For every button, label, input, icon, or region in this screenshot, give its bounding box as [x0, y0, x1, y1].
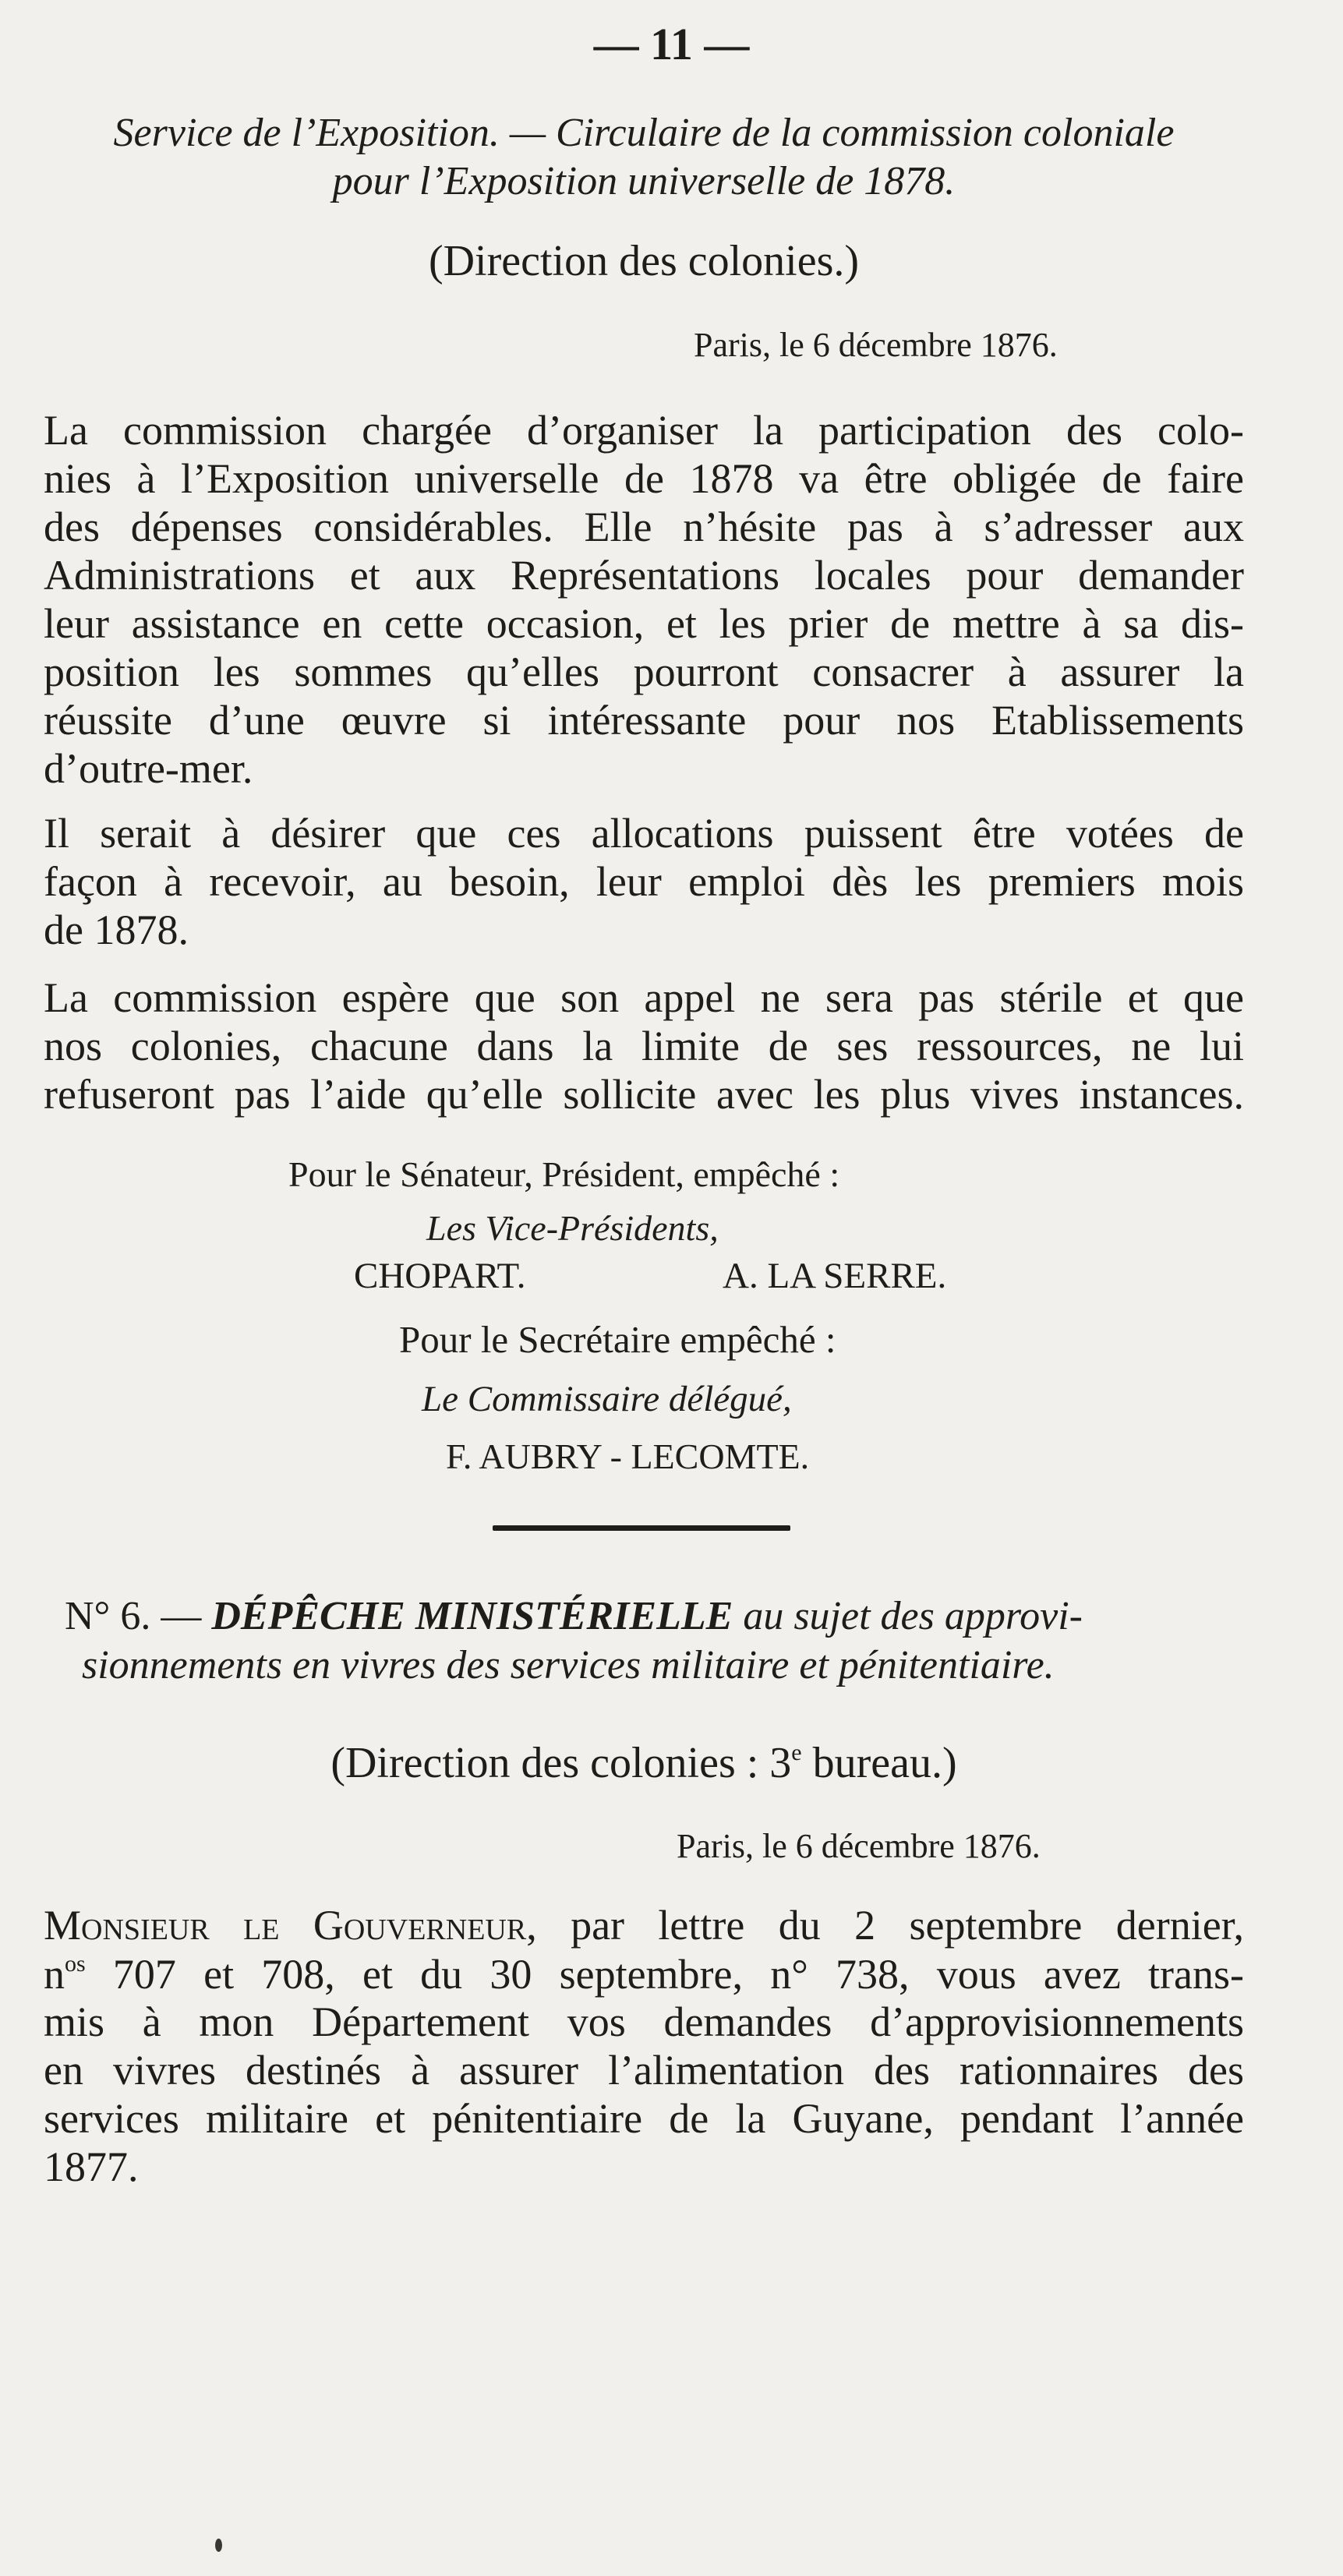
ink-mark	[215, 2539, 222, 2552]
circular-paragraph-3-line-1: La commission espère que son appel ne sera pas stérile et que	[44, 974, 1244, 1021]
dispatch-paragraph-line-6: 1877.	[44, 2143, 139, 2190]
dispatch-title-line-1	[65, 1596, 1083, 1637]
circular-paragraph-2-line-3: de 1878.	[44, 906, 189, 953]
dispatch-title-dash: —	[150, 1594, 212, 1638]
dispatch-paragraph-line-2-prefix: n	[44, 1951, 65, 1998]
dispatch-paragraph-line-5: services militaire et pénitentiaire de la Guyane, pendant l’année	[44, 2095, 1244, 2142]
dispatch-direction-suffix: bureau.)	[801, 1739, 957, 1787]
signature-vice-presidents-title: Les Vice-Présidents,	[426, 1208, 719, 1248]
dispatch-paragraph-line-3: mis à mon Département vos demandes d’approvisionnements	[44, 1998, 1244, 2045]
section-divider-rule	[493, 1525, 790, 1531]
circular-paragraph-1-line-2: nies à l’Exposition universelle de 1878 va être obligée de faire	[44, 455, 1244, 502]
dispatch-paragraph-line-2-rest: 707 et 708, et du 30 septembre, n° 738, vous avez trans-	[85, 1951, 1244, 1998]
circular-paragraph-1-line-7: réussite d’une œuvre si intéressante pour nos Etablissements	[44, 697, 1244, 744]
signature-commissioner-name: F. AUBRY - LECOMTE.	[446, 1436, 810, 1476]
circular-dateline: Paris, le 6 décembre 1876.	[694, 326, 1058, 364]
dispatch-direction-superscript: e	[791, 1740, 802, 1765]
signature-commissioner-title: Le Commissaire délégué,	[422, 1379, 792, 1419]
circular-paragraph-1-line-5: leur assistance en cette occasion, et les prier de mettre à sa dis-	[44, 600, 1244, 647]
dispatch-paragraph-line-1-rest: , par lettre du 2 septembre dernier,	[526, 1902, 1245, 1949]
circular-direction: (Direction des colonies.)	[428, 237, 860, 285]
dispatch-direction	[44, 1741, 1244, 1785]
dispatch-salutation: Monsieur le Gouverneur	[44, 1902, 527, 1949]
signature-for-secretary: Pour le Secrétaire empêché :	[399, 1318, 836, 1361]
signature-for-president: Pour le Sénateur, Président, empêché :	[288, 1154, 840, 1194]
dispatch-paragraph-line-2	[44, 1951, 1244, 1998]
dispatch-paragraph-line-1	[44, 1902, 1245, 1949]
dispatch-number: N° 6.	[65, 1594, 151, 1638]
circular-title-line-2: pour l’Exposition universelle de 1878.	[332, 159, 956, 203]
dispatch-paragraph-line-2-superscript: os	[65, 1951, 86, 1977]
circular-paragraph-1-line-3: des dépenses considérables. Elle n’hésite pas à s’adresser aux	[44, 504, 1244, 550]
circular-paragraph-1-line-8: d’outre-mer.	[44, 745, 253, 792]
circular-paragraph-1-line-6: position les sommes qu’elles pourront consacrer à assurer la	[44, 648, 1244, 695]
signature-vice-president-2: A. LA SERRE.	[723, 1256, 947, 1296]
circular-paragraph-2-line-1: Il serait à désirer que ces allocations puissent être votées de	[44, 810, 1244, 857]
dispatch-title-rest: au sujet des approvi-	[733, 1594, 1083, 1638]
dispatch-dateline: Paris, le 6 décembre 1876.	[677, 1827, 1041, 1865]
signature-vice-president-1: CHOPART.	[354, 1256, 526, 1296]
circular-paragraph-1-line-1: La commission chargée d’organiser la participation des colo-	[44, 407, 1244, 454]
dispatch-paragraph-line-4: en vivres destinés à assurer l’alimentation des rationnaires des	[44, 2047, 1244, 2094]
page-number: — 11 —	[593, 19, 750, 69]
circular-paragraph-3-line-2: nos colonies, chacune dans la limite de ses ressources, ne lui	[44, 1023, 1244, 1069]
circular-paragraph-1-line-4: Administrations et aux Représentations locales pour demander	[44, 552, 1244, 599]
dispatch-heading: DÉPÊCHE MINISTÉRIELLE	[211, 1594, 733, 1638]
dispatch-title-line-2: sionnements en vivres des services militaire et pénitentiaire.	[82, 1643, 1055, 1687]
circular-title-line-1: Service de l’Exposition. — Circulaire de la commission coloniale	[113, 111, 1175, 155]
dispatch-direction-prefix: (Direction des colonies : 3	[330, 1739, 792, 1787]
circular-paragraph-2-line-2: façon à recevoir, au besoin, leur emploi dès les premiers mois	[44, 858, 1244, 905]
circular-paragraph-3-line-3: refuseront pas l’aide qu’elle sollicite avec les plus vives instances.	[44, 1071, 1244, 1118]
